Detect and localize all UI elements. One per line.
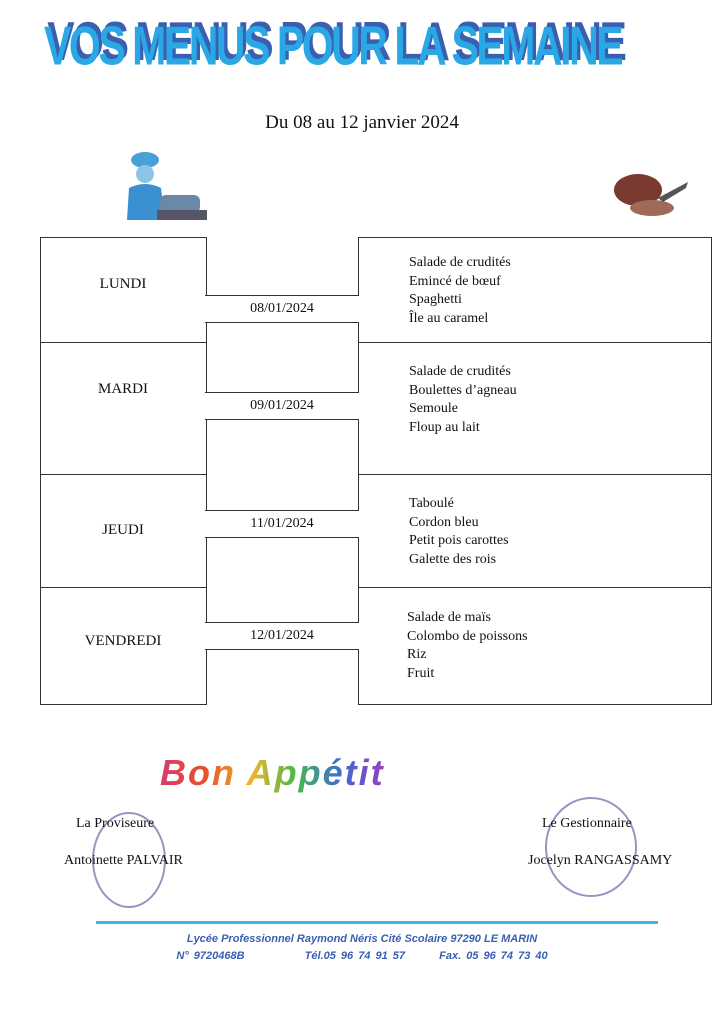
left-signatory-role: La Proviseure xyxy=(76,816,155,831)
footer-contacts xyxy=(0,950,724,962)
date-label: 12/01/2024 xyxy=(205,622,359,650)
menu-item: Floup au lait xyxy=(409,419,480,435)
menu-list xyxy=(409,363,517,437)
day-label: JEUDI xyxy=(102,522,144,538)
menu-item: Emincé de bœuf xyxy=(409,273,501,289)
bon-appetit-wordart: Bon Appétit xyxy=(160,752,385,793)
menu-item: Île au caramel xyxy=(409,310,489,326)
menu-item: Salade de crudités xyxy=(409,255,511,270)
menu-item: Boulettes d’agneau xyxy=(409,382,517,398)
chef-illustration xyxy=(115,150,210,222)
right-signatory-name: Jocelyn RANGASSAMY xyxy=(528,853,673,868)
footer-address: Lycée Professionnel Raymond Néris Cité Scolaire 97290 LE MARIN xyxy=(186,933,538,945)
menu-item: Riz xyxy=(407,647,427,662)
footer-fax: Fax. 05 96 74 73 40 xyxy=(439,950,548,962)
footer-number: N° 9720468B xyxy=(176,950,245,962)
menu-item: Cordon bleu xyxy=(409,514,479,530)
menu-item: Colombo de poissons xyxy=(407,628,528,644)
footer-tel: Tél.05 96 74 91 57 xyxy=(304,950,406,962)
left-signatory-name: Antoinette PALVAIR xyxy=(64,853,183,868)
day-label: LUNDI xyxy=(99,276,147,292)
day-label: VENDREDI xyxy=(84,633,162,649)
menu-item: Salade de maïs xyxy=(407,610,491,625)
menu-list xyxy=(409,254,511,328)
menu-item: Galette des rois xyxy=(409,551,497,567)
date-label: 09/01/2024 xyxy=(205,392,359,420)
menu-item: Fruit xyxy=(407,665,435,681)
menu-item: Taboulé xyxy=(409,496,454,511)
menu-item: Spaghetti xyxy=(409,292,462,307)
menu-item: Salade de crudités xyxy=(409,364,511,379)
menu-list xyxy=(409,495,509,569)
date-label: 08/01/2024 xyxy=(205,295,359,323)
day-cell-mardi xyxy=(40,342,207,476)
page-title: VOS MENUS POUR LA SEMAINE xyxy=(44,15,622,77)
menu-item: Petit pois carottes xyxy=(409,533,509,548)
day-label: MARDI xyxy=(97,381,148,397)
menu-list xyxy=(407,609,528,683)
date-label: 11/01/2024 xyxy=(205,510,359,538)
right-signatory-role: Le Gestionnaire xyxy=(542,816,632,831)
school-stamp-right xyxy=(545,797,637,897)
footer-divider xyxy=(96,921,658,924)
menu-item: Semoule xyxy=(409,401,458,416)
date-range: Du 08 au 12 janvier 2024 xyxy=(265,112,459,133)
meat-illustration xyxy=(608,168,692,224)
